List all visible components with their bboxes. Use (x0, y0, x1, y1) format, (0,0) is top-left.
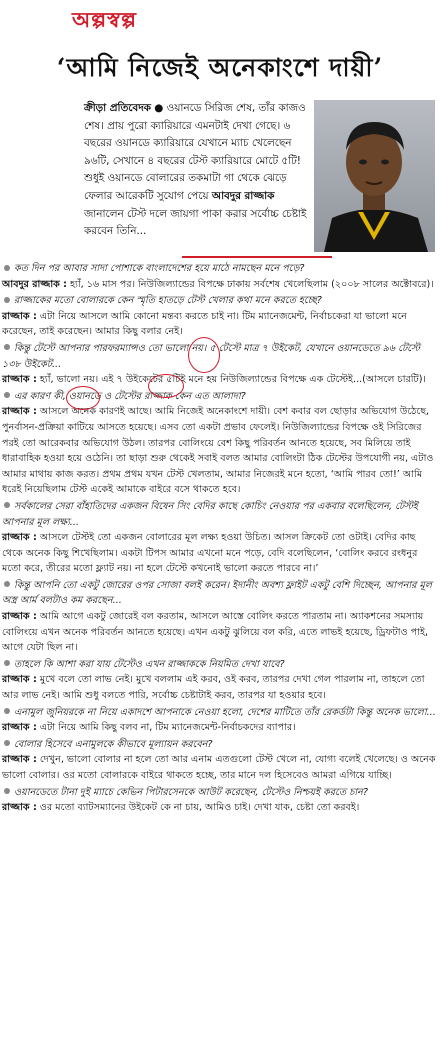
question (2, 341, 438, 372)
question-bullet-icon (4, 740, 10, 746)
answer-text: আসলে টেস্টই তো একজন বোলারের মূল লক্ষ্য হওয়া উচিত। আসল ক্রিকেট তো ওটাই। বেদির কাছ থেকে অনেক কিছু শিখেছিলাম। একটা টিপস আমার এখনো মনে পড়ে, বেদি বলেছিলেন, ‘বোলিং করবে রংধনুর মতো করে, তীরের মতো ফ্ল্যাট নয়। না হলে টেস্টে কখনোই ভালো করতে পারবে না।’ (2, 532, 418, 575)
question-bullet-icon (4, 502, 10, 508)
intro-name: আবদুর রাজ্জাক (211, 189, 275, 202)
answer (2, 372, 438, 388)
speaker-label: রাজ্জাক : (2, 532, 37, 544)
answer (2, 609, 438, 656)
question-bullet-icon (4, 344, 10, 350)
newspaper-article (2, 2, 438, 1037)
answer-text: দেখুন, ভালো বোলার না হলে তো আর এনাম এতগুলো টেস্ট খেলে না, যোগ্য বলেই খেলেছে। ও অনেক ভালো বোলার। ওর মতো বোলারকে বাইরে থাকতে হচ্ছে, তার মানে দল হিসেবেও আমরা এগিয়ে যাচ্ছি। (2, 754, 436, 781)
speaker-label: রাজ্জাক : (2, 674, 37, 686)
question (2, 737, 438, 753)
speaker-label: রাজ্জাক : (2, 310, 37, 322)
player-portrait-image (314, 100, 435, 252)
question-text: তাহলে কি আশা করা যায় টেস্টেও এখন রাজ্জাককে নিয়মিত দেখা যাবে? (14, 658, 285, 670)
handwritten-circle-3 (66, 386, 100, 410)
answer (2, 720, 438, 736)
answer-text: হ্যাঁ, ১৬ মাস পর। নিউজিল্যান্ডের বিপক্ষে ঢাকায় সর্বশেষ খেলেছিলাম (২০০৮ সালের অক্টোবরে)। (70, 278, 434, 290)
question-bullet-icon (4, 581, 10, 587)
player-photo (314, 100, 435, 252)
question-bullet-icon (4, 297, 10, 303)
question-bullet-icon (4, 660, 10, 666)
question-bullet-icon (4, 265, 10, 271)
brand-title: অল্পস্বল্প (72, 6, 137, 32)
speaker-label: রাজ্জাক : (2, 754, 37, 766)
question (2, 657, 438, 673)
answer-text: ওর মতো ব্যাটসম্যানের উইকেট কে না চায়, আমিও চাই। দেখা যাক, চেষ্টা তো করবই। (39, 802, 360, 814)
speaker-label: রাজ্জাক : (2, 722, 37, 734)
answer (2, 800, 438, 816)
intro-text-a: ওয়ানডে সিরিজ শেষ, তাঁর কাজও শেষ। প্রায় পুরো ক্যারিয়ারে এমনটাই দেখা গেছে। ৬ বছরের ওয়ানডে ক্যারিয়ারে যেখানে ম্যাচ খেলেছেন ৯৬টি, সেখানে ৪ বছরের টেস্ট ক্যারিয়ারে মোটে ৫টি! শুধুই ওয়ানডে বোলারের তকমাটা গা থেকে ঝেড়ে ফেলার আরেকটি সুযোগ পেয়ে (84, 102, 306, 202)
answer-text: আসলে অনেক কারণই আছে। আমি নিজেই অনেকাংশে দায়ী। বেশ কবার বল ছোড়ার অভিযোগ উঠেছে, পুনর্বাসন-প্রক্রিয়া কাটিয়ে আসতে হয়েছে। এসব তো একটা প্রভাব ফেলেই। নিউজিল্যান্ডের বিপক্ষে ওই সিরিজের পরই তো আরেকবার অভিযোগ উঠল। তারপর বোলিংয়ে বেশ কিছু পরিবর্তন আনতে হয়েছে, সব মিলিয়ে তাই ধারাবাহিক হওয়া হয়ে ওঠেনি। তা ছাড়া শুরু থেকেই সবাই বলত আমার বোলিংটা ঠিক টেস্টের উপযোগী নয়, এটাও আমার মাথায় কাজ করত। প্রথম প্রথম যখন টেস্ট খেলতাম, আমার নিজেরই মনে হতো, ‘আমি পারব তো!’ আমি ধরেই নিয়েছিলাম টেস্ট একেই আমাকে বাইরে বসে থাকতে হবে। (2, 406, 434, 496)
speaker-label: আবদুর রাজ্জাক : (2, 278, 67, 290)
question-bullet-icon (4, 708, 10, 714)
question-text: ওয়ানডেতে টানা দুই ম্যাচে কেভিন পিটারসেনকে আউট করেছেন, টেস্টেও নিশ্চয়ই করতে চান? (14, 786, 368, 798)
question (2, 578, 438, 609)
intro-text-b: জানালেন টেস্ট দলে জায়গা পাকা করার সর্বোচ্চ চেষ্টাই করবেন তিনি... (84, 207, 307, 238)
question-text: কিন্তু টেস্টে আপনার পারফরম্যান্সও তো ভালো নয়। ৫ টেস্টে মাত্র ৭ উইকেট, যেখানে ওয়ানডেতে ৯৬ টেস্টে ১৩৮ উইকেট... (2, 342, 420, 370)
answer-text: এটা নিয়ে আমি কিছু বলব না, টিম ম্যানেজমেন্ট-নির্বাচকদের ব্যাপার। (39, 722, 296, 734)
question (2, 705, 438, 721)
headline: ‘আমি নিজেই অনেকাংশে দায়ী’ (56, 53, 384, 82)
question-text: রাজ্জাকের মতো বোলারকে কেন স্মৃতি হাতড়ে টেস্ট খেলার কথা মনে করতে হচ্ছে? (14, 295, 322, 307)
question-text: সর্বকালের সেরা বাঁহাতিদের একজন বিষেন সিং বেদির কাছে কোচিং নেওয়ার পর একবার বলেছিলেন, টেস্টই আপনার মূল লক্ষ্য... (2, 500, 418, 528)
intro-paragraph (84, 100, 309, 241)
section-brand (72, 6, 137, 36)
answer-text: আমি আগে একটু জোরেই বল করতাম, আসলে আস্তে বোলিং করতে পারতাম না। অ্যাকশনের সমস্যায় বোলিংয়ে এখন অনেক পরিবর্তন আনতে হয়েছে। এখন একটু ঝুলিয়ে বল করি, এতে লাভই হয়েছে, ড্রিফটাও পাই, আগে যেটা ছিল না। (2, 611, 429, 654)
question-text: কিন্তু আপনি তো একটু জোরের ওপর সোজা বলই করেন। ইদানীং অবশ্য ফ্লাইট একটু বেশি দিচ্ছেন, আপনার মূল অস্ত্র আর্ম বলটাও কম করছেন... (2, 579, 432, 607)
handwritten-circle-2 (148, 374, 184, 398)
question (2, 499, 438, 530)
answer-text: মুখে বলে তো লাভ নেই। মুখে বললাম এই করব, ওই করব, তারপর দেখা গেল পারলাম না, তাহলে তো আর লাভ নেই। আমি শুধু বলতে পারি, সর্বোচ্চ চেষ্টাটাই করব, তারপর যা হওয়ার হবে। (2, 674, 425, 702)
speaker-label: রাজ্জাক : (2, 802, 37, 814)
intro-bullet: ● (154, 102, 167, 114)
speaker-label: রাজ্জাক : (2, 406, 37, 418)
answer-text: এটা নিয়ে আসলে আমি কোনো মন্তব্য করতে চাই না। টিম ম্যানেজমেন্ট, নির্বাচকেরা যা ভালো মনে করেছেন, তাই করেছেন। আমার কিছু বলার নেই। (2, 310, 407, 338)
interview-body (2, 260, 438, 816)
question-bullet-icon (4, 392, 10, 398)
accent-rule (182, 256, 332, 258)
question-text: এর কারণ কী, ওয়ানডে ও টেস্টের রাজ্জাক কেন এত আলাদা? (14, 390, 246, 402)
answer (2, 404, 438, 498)
question (2, 261, 438, 277)
answer (2, 752, 438, 783)
question-text: কত দিন পর আবার সাদা পোশাকে বাংলাদেশের হয়ে মাঠে নামছেন মনে পড়ে? (14, 263, 305, 274)
speaker-label: রাজ্জাক : (2, 374, 37, 386)
question (2, 785, 438, 801)
answer-text: হ্যাঁ, ভালো নয়। এই ৭ উইকেটের ৫টিই মনে হয় নিউজিল্যান্ডের বিপক্ষে এক টেস্টেই...(আসলে চারটি)। (39, 374, 426, 386)
answer (2, 277, 438, 293)
answer (2, 672, 438, 703)
speaker-label: রাজ্জাক : (2, 611, 37, 623)
question-text: এনামুল জুনিয়রকে না নিয়ে একাদশে আপনাকে নেওয়া হলো, দেশের মাটিতে তাঁর রেকর্ডটা কিন্তু অনেক ভালো... (14, 706, 436, 718)
answer (2, 309, 438, 340)
question (2, 293, 438, 309)
question-bullet-icon (4, 788, 10, 794)
answer (2, 530, 438, 577)
handwritten-circle-1 (188, 337, 220, 373)
byline: ক্রীড়া প্রতিবেদক (84, 102, 151, 114)
question-text: বোলার হিসেবে এনামুলকে কীভাবে মূল্যায়ন করবেন? (14, 738, 213, 750)
